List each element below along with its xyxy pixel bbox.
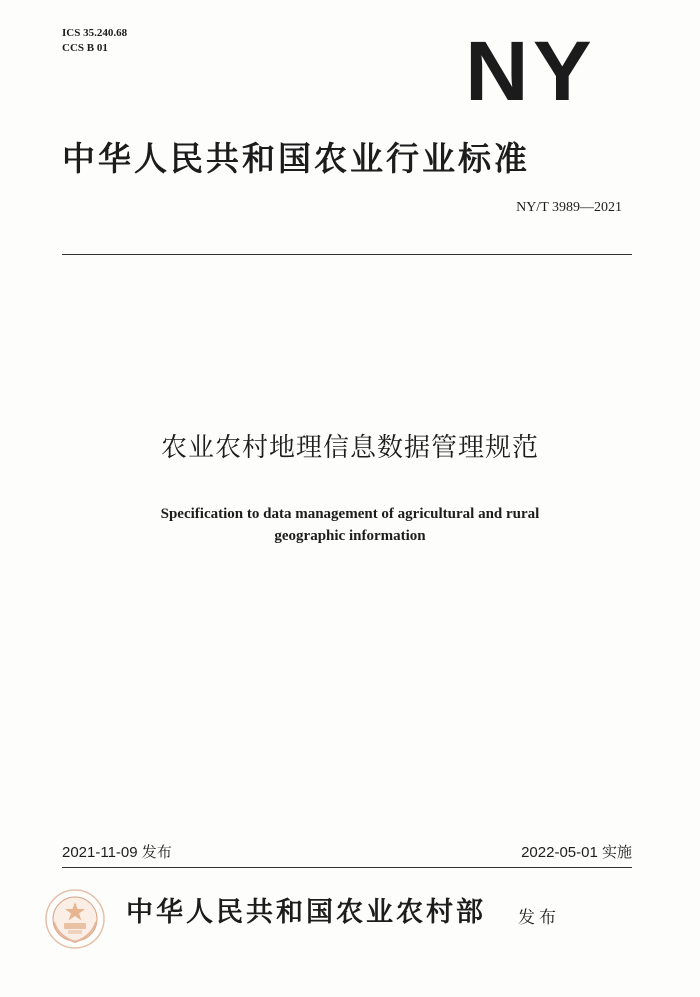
- standard-number: NY/T 3989—2021: [516, 200, 622, 215]
- standard-category-title: 中华人民共和国农业行业标准: [62, 139, 530, 178]
- document-title-chinese: 农业农村地理信息数据管理规范: [160, 433, 539, 463]
- ics-code: ICS 35.240.68: [62, 27, 128, 39]
- document-title-english: [0, 503, 700, 547]
- publish-label: 发布: [518, 908, 560, 928]
- publisher-name: 中华人民共和国农业农村部: [126, 897, 486, 928]
- bottom-divider: [62, 867, 632, 868]
- implementation-date: 2022-05-01 实施: [521, 844, 632, 861]
- top-divider: [62, 254, 632, 255]
- english-title-line-1: Specification to data management of agricultural and rural: [160, 506, 540, 522]
- ny-logo: NY: [465, 24, 596, 118]
- english-title-line-2: geographic information: [274, 528, 426, 544]
- ccs-code: CCS B 01: [62, 42, 108, 54]
- issue-date: 2021-11-09 发布: [62, 844, 172, 861]
- national-emblem-icon: [44, 888, 106, 950]
